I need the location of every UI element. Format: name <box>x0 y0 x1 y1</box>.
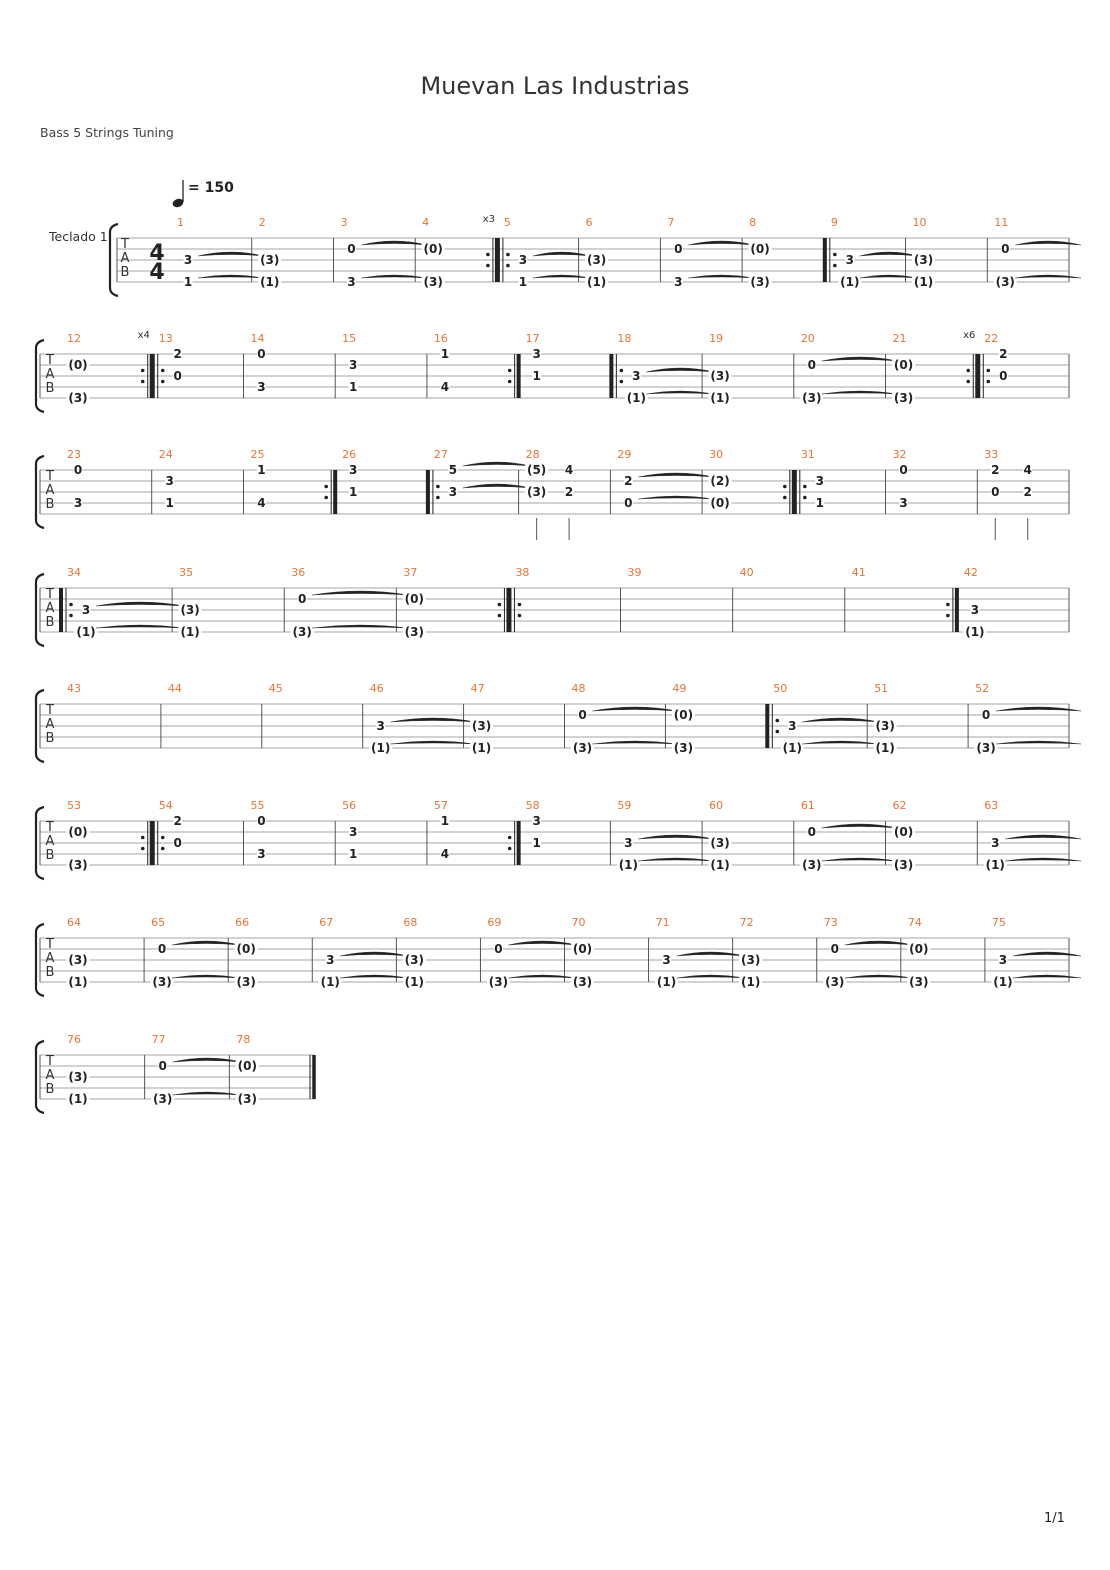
tab-note: 3 <box>788 719 797 733</box>
tab-note: (1) <box>586 275 607 289</box>
tab-note: (3) <box>875 719 895 733</box>
measure-number: 33 <box>984 448 999 461</box>
svg-text:4: 4 <box>149 241 165 266</box>
measure-number: 61 <box>800 799 815 812</box>
tab-note: (3) <box>236 975 256 989</box>
measure-number: 10 <box>912 216 927 229</box>
measure-number: 65 <box>151 916 166 929</box>
tab-note: 1 <box>532 369 541 383</box>
measure-number: 73 <box>823 916 838 929</box>
measure-number: 74 <box>907 916 922 929</box>
tab-note: (3) <box>586 253 607 267</box>
tab-note: (1) <box>965 625 985 639</box>
tab-note: 1 <box>532 836 541 850</box>
tab-note: (0) <box>404 592 424 606</box>
tab-note: (1) <box>626 391 647 405</box>
tab-note: 0 <box>494 942 503 956</box>
svg-text:B: B <box>45 615 55 630</box>
tab-note: 5 <box>448 463 458 477</box>
measure-number: 37 <box>403 566 418 579</box>
tab-note: 3 <box>448 485 458 499</box>
tab-note: 0 <box>257 814 266 828</box>
tab-note: (3) <box>572 975 593 989</box>
tab-note: (0) <box>909 942 929 956</box>
measure-number: 47 <box>470 682 485 695</box>
tab-note: 3 <box>532 347 541 361</box>
tab-note: (0) <box>68 358 88 372</box>
svg-text:B: B <box>45 965 55 980</box>
measure-number: 20 <box>800 332 815 345</box>
measure-number: 41 <box>851 566 866 579</box>
tab-note: (5) <box>526 463 547 477</box>
measure-number: 22 <box>984 332 999 345</box>
tab-note: (0) <box>750 242 770 256</box>
svg-text:B: B <box>45 497 55 512</box>
tab-note: (3) <box>180 603 200 617</box>
tab-note: (1) <box>741 975 761 989</box>
tab-note: (1) <box>68 1092 88 1106</box>
tab-note: (3) <box>825 975 845 989</box>
tab-note: 2 <box>999 347 1008 361</box>
tab-note: (1) <box>656 975 677 989</box>
tab-note: (1) <box>320 975 340 989</box>
measure-number: 19 <box>709 332 724 345</box>
measure-number: 29 <box>617 448 632 461</box>
tab-note: 3 <box>349 463 358 477</box>
tab-note: 4 <box>440 847 450 861</box>
svg-text:B: B <box>45 1082 55 1097</box>
tab-note: (3) <box>710 369 730 383</box>
tab-note: 0 <box>173 836 182 850</box>
tab-note: 4 <box>440 380 450 394</box>
tab-note: 3 <box>518 253 528 267</box>
measure-number: 66 <box>235 916 250 929</box>
measure-number: 30 <box>709 448 724 461</box>
tab-note: 1 <box>165 496 174 510</box>
measure-number: 35 <box>179 566 194 579</box>
tab-note: 1 <box>440 347 450 361</box>
tab-note: 0 <box>830 942 839 956</box>
tab-note: (0) <box>710 496 730 510</box>
svg-text:B: B <box>45 381 55 396</box>
tab-note: 3 <box>991 836 1000 850</box>
tab-note: 3 <box>165 474 174 488</box>
tab-note: 3 <box>815 474 824 488</box>
tab-note: (3) <box>404 625 424 639</box>
measure-number: 25 <box>250 448 265 461</box>
tab-note: (3) <box>710 836 730 850</box>
tab-note: 0 <box>624 496 633 510</box>
tab-note: 3 <box>376 719 385 733</box>
measure-number: 43 <box>67 682 81 695</box>
tab-note: (3) <box>750 275 770 289</box>
tab-note: (3) <box>68 391 88 405</box>
tab-note: (3) <box>260 253 280 267</box>
tab-note: 3 <box>349 825 358 839</box>
svg-text:T: T <box>46 937 54 952</box>
tab-note: 0 <box>1001 242 1010 256</box>
tab-note: (3) <box>292 625 312 639</box>
measure-number: 57 <box>433 799 448 812</box>
tie-icon <box>173 1058 242 1062</box>
tab-note: (1) <box>404 975 424 989</box>
svg-text:T: T <box>46 587 54 602</box>
tab-note: (3) <box>526 485 547 499</box>
measure-number: 78 <box>236 1033 251 1046</box>
tab-note: (3) <box>152 975 172 989</box>
tab-note: 0 <box>981 708 991 722</box>
tab-note: 3 <box>674 275 683 289</box>
repeat-count: x3 <box>482 214 496 225</box>
repeat-count: x6 <box>963 330 976 341</box>
tab-note: (3) <box>572 741 593 755</box>
measure-number: 60 <box>709 799 724 812</box>
measure-number: 75 <box>991 916 1006 929</box>
tab-note: (3) <box>153 1092 173 1106</box>
svg-text:A: A <box>45 601 55 616</box>
tab-note: (0) <box>893 358 914 372</box>
measure-number: 77 <box>151 1033 166 1046</box>
tab-note: 3 <box>257 380 266 394</box>
tab-note: (3) <box>68 1070 88 1084</box>
measure-number: 58 <box>525 799 540 812</box>
tab-note: (3) <box>471 719 492 733</box>
svg-text:4: 4 <box>149 260 165 285</box>
tab-note: (3) <box>909 975 929 989</box>
svg-text:T: T <box>46 820 54 835</box>
tab-note: (3) <box>404 953 424 967</box>
tab-note: 0 <box>991 485 1000 499</box>
svg-text:T: T <box>46 469 54 484</box>
tab-note: 3 <box>73 496 83 510</box>
svg-text:A: A <box>45 834 55 849</box>
tab-note: (0) <box>673 708 694 722</box>
measure-number: 68 <box>403 916 418 929</box>
tab-note: 3 <box>257 847 266 861</box>
tab-clef <box>45 1054 55 1097</box>
svg-text:A: A <box>45 483 55 498</box>
repeat-count: x4 <box>137 330 150 341</box>
measure-number: 39 <box>627 566 642 579</box>
tab-note: 0 <box>298 592 307 606</box>
tab-note: (1) <box>875 741 895 755</box>
tab-note: (3) <box>802 858 822 872</box>
tab-note: 1 <box>349 380 358 394</box>
tab-note: (3) <box>68 953 88 967</box>
tab-note: (1) <box>993 975 1013 989</box>
measure-number: 69 <box>487 916 502 929</box>
tab-note: 3 <box>970 603 980 617</box>
track-name: Teclado 1 <box>49 229 108 244</box>
measure-number: 21 <box>892 332 907 345</box>
tab-note: 3 <box>326 953 335 967</box>
measure-number: 50 <box>773 682 788 695</box>
tab-note: 0 <box>158 1059 167 1073</box>
tab-note: 2 <box>173 347 182 361</box>
tab-note: 0 <box>807 358 816 372</box>
tab-note: (3) <box>68 858 88 872</box>
measure-number: 12 <box>67 332 81 345</box>
svg-text:T: T <box>46 703 54 718</box>
measure-number: 45 <box>268 682 283 695</box>
measure-number: 26 <box>342 448 357 461</box>
measure-number: 15 <box>342 332 357 345</box>
measure-number: 5 <box>503 216 511 229</box>
measure-number: 72 <box>739 916 754 929</box>
tab-note: (1) <box>913 275 934 289</box>
tab-note: (3) <box>995 275 1015 289</box>
tab-note: 0 <box>347 242 356 256</box>
tab-note: 3 <box>183 253 193 267</box>
measure-number: 17 <box>525 332 540 345</box>
tab-note: (3) <box>488 975 509 989</box>
tab-note: 3 <box>662 953 671 967</box>
measure-number: 4 <box>422 216 430 229</box>
measure-number: 13 <box>158 332 173 345</box>
measure-number: 59 <box>617 799 632 812</box>
tab-note: (1) <box>710 858 730 872</box>
measure-number: 70 <box>571 916 586 929</box>
tab-note: (3) <box>976 741 996 755</box>
tab-note: (3) <box>913 253 934 267</box>
svg-text:A: A <box>45 1068 55 1083</box>
tab-note: 3 <box>632 369 641 383</box>
measure-number: 34 <box>67 566 81 579</box>
tab-note: (0) <box>572 942 593 956</box>
tab-note: 3 <box>81 603 91 617</box>
tab-note: (0) <box>423 242 443 256</box>
tab-note: 2 <box>173 814 182 828</box>
measure-number: 40 <box>739 566 754 579</box>
svg-text:T: T <box>46 353 54 368</box>
tempo-value: = 150 <box>188 180 234 196</box>
page-number: 1/1 <box>1044 1511 1065 1526</box>
tab-note: (3) <box>893 858 914 872</box>
tie-icon <box>173 1092 242 1095</box>
tab-note: 3 <box>532 814 541 828</box>
tab-note: 4 <box>1023 463 1032 477</box>
svg-text:A: A <box>120 251 130 266</box>
measure-number: 55 <box>250 799 265 812</box>
measure-number: 67 <box>319 916 334 929</box>
tab-note: (1) <box>840 275 860 289</box>
measure-number: 18 <box>617 332 632 345</box>
tab-note: (3) <box>802 391 822 405</box>
tab-note: (1) <box>371 741 391 755</box>
measure-number: 7 <box>667 216 675 229</box>
tab-note: (0) <box>68 825 88 839</box>
tab-note: 2 <box>991 463 1000 477</box>
svg-text:B: B <box>45 731 55 746</box>
measure-number: 31 <box>800 448 815 461</box>
measure-number: 6 <box>585 216 593 229</box>
measure-number: 32 <box>892 448 907 461</box>
tab-note: 2 <box>564 485 574 499</box>
measure-number: 36 <box>291 566 306 579</box>
tab-note: (1) <box>260 275 280 289</box>
tab-note: 4 <box>257 496 266 510</box>
measure-number: 8 <box>749 216 757 229</box>
tab-note: 0 <box>157 942 167 956</box>
tab-note: 0 <box>257 347 266 361</box>
tab-note: 1 <box>518 275 528 289</box>
tab-note: 0 <box>999 369 1008 383</box>
tab-note: 2 <box>624 474 633 488</box>
tab-note: 4 <box>564 463 574 477</box>
measure-number: 63 <box>984 799 999 812</box>
measure-number: 11 <box>994 216 1009 229</box>
measure-number: 1 <box>177 216 184 229</box>
tab-note: (0) <box>893 825 914 839</box>
measure-number: 46 <box>369 682 384 695</box>
measure-number: 3 <box>340 216 348 229</box>
measure-number: 71 <box>655 916 670 929</box>
tab-note: 1 <box>815 496 824 510</box>
svg-text:A: A <box>45 717 55 732</box>
tab-note: (3) <box>237 1092 257 1106</box>
measure-number: 48 <box>571 682 586 695</box>
tab-note: (1) <box>76 625 96 639</box>
measure-number: 56 <box>342 799 357 812</box>
score-title: Muevan Las Industrias <box>420 72 690 100</box>
tab-note: (1) <box>471 741 492 755</box>
tab-note: 1 <box>349 847 358 861</box>
tab-note: 3 <box>347 275 356 289</box>
tab-note: (1) <box>710 391 730 405</box>
measure-number: 51 <box>874 682 889 695</box>
measure-number: 28 <box>525 448 540 461</box>
tab-note: 3 <box>349 358 358 372</box>
tab-note: 3 <box>899 496 908 510</box>
tab-note: 2 <box>1023 485 1032 499</box>
tab-note: 1 <box>440 814 450 828</box>
tab-note: (1) <box>180 625 200 639</box>
measure-number: 76 <box>67 1033 81 1046</box>
svg-text:A: A <box>45 951 55 966</box>
tab-note: 3 <box>845 253 854 267</box>
tab-note: (3) <box>741 953 761 967</box>
measure-number: 14 <box>250 332 265 345</box>
tab-note: (3) <box>673 741 694 755</box>
tab-note: 0 <box>899 463 908 477</box>
svg-text:T: T <box>121 237 129 252</box>
tab-note: (3) <box>423 275 443 289</box>
svg-text:B: B <box>120 265 130 280</box>
tab-note: 0 <box>173 369 182 383</box>
tuning-label: Bass 5 Strings Tuning <box>40 125 174 140</box>
measure-number: 27 <box>433 448 448 461</box>
measure-number: 54 <box>158 799 173 812</box>
measure-number: 38 <box>515 566 530 579</box>
tab-note: (0) <box>236 942 256 956</box>
tab-note: 0 <box>807 825 816 839</box>
measure-number: 9 <box>830 216 838 229</box>
svg-text:T: T <box>46 1054 54 1069</box>
tab-note: 3 <box>624 836 633 850</box>
tab-note: 1 <box>183 275 193 289</box>
measure-number: 62 <box>892 799 907 812</box>
tab-note: 0 <box>674 242 683 256</box>
measure-number: 23 <box>67 448 81 461</box>
measure-number: 42 <box>963 566 978 579</box>
tab-note: (1) <box>618 858 639 872</box>
measure-number: 64 <box>67 916 81 929</box>
measure-number: 16 <box>433 332 448 345</box>
svg-text:A: A <box>45 367 55 382</box>
svg-text:B: B <box>45 848 55 863</box>
tab-note: (1) <box>68 975 88 989</box>
measure-number: 24 <box>158 448 173 461</box>
tab-note: (1) <box>985 858 1005 872</box>
tab-note: (2) <box>710 474 730 488</box>
measure-number: 53 <box>67 799 81 812</box>
tab-note: 1 <box>349 485 358 499</box>
tab-note: (1) <box>782 741 802 755</box>
tab-note: 3 <box>998 953 1008 967</box>
measure-number: 49 <box>672 682 687 695</box>
measure-number: 44 <box>167 682 182 695</box>
tab-note: 0 <box>578 708 587 722</box>
measure-number: 2 <box>258 216 266 229</box>
tab-note: 1 <box>257 463 266 477</box>
tab-note: (0) <box>237 1059 257 1073</box>
tab-note: 0 <box>73 463 83 477</box>
measure-number: 52 <box>975 682 990 695</box>
tab-note: (3) <box>893 391 914 405</box>
